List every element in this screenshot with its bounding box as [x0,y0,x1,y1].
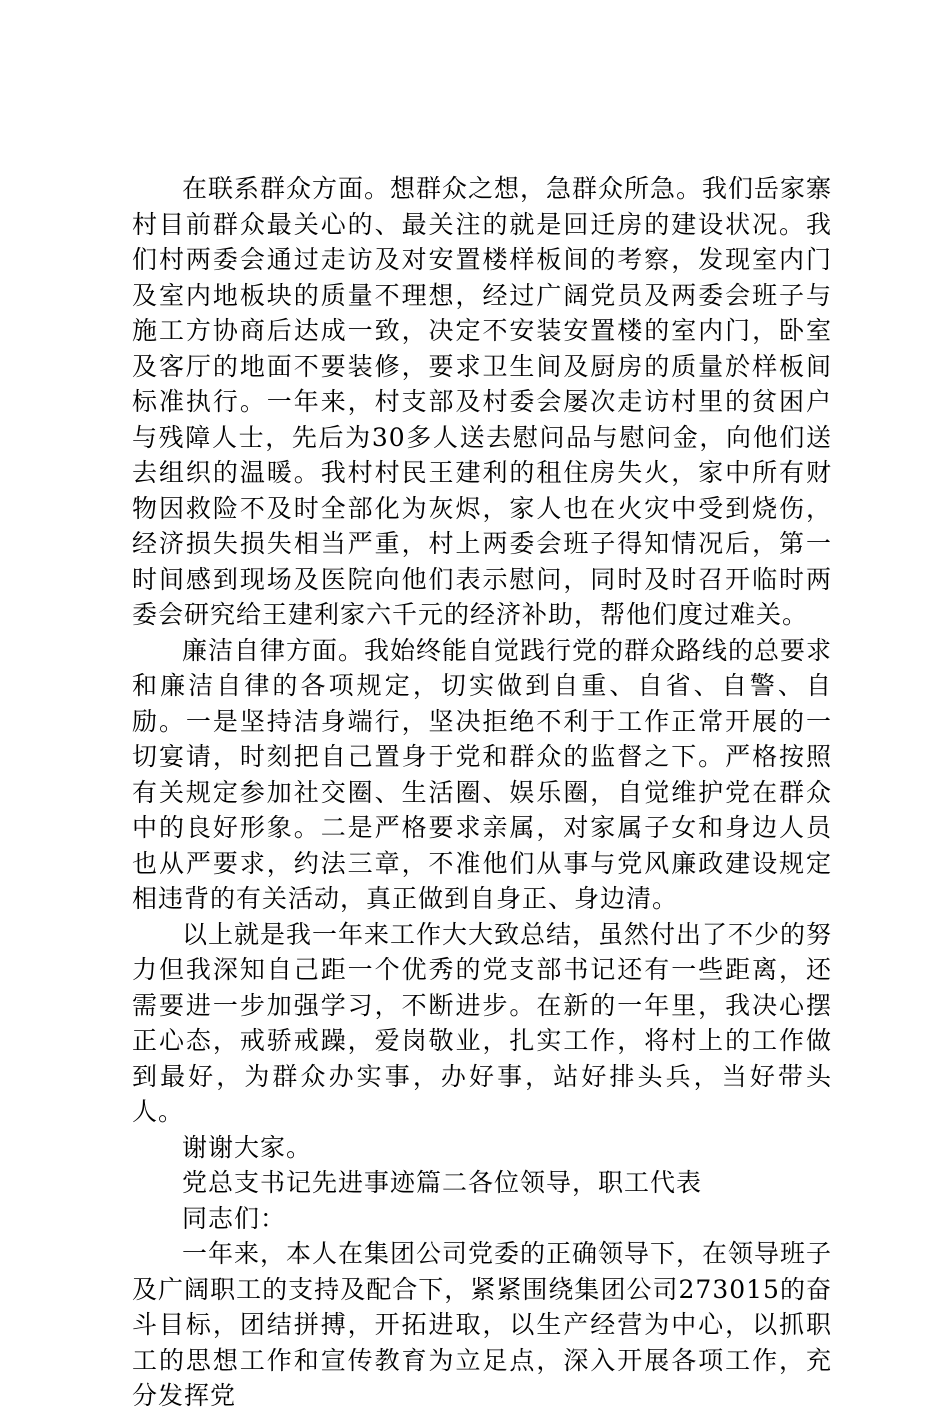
paragraph-summary: 以上就是我一年来工作大大致总结，虽然付出了不少的努力但我深知自己距一个优秀的党支部书记还有一些距离，还需要进一步加强学习，不断进步。在新的一年里，我决心摆正心态，戒骄戒躁，爱岗敬业，扎实工作，将村上的工作做到最好，为群众办实事，办好事，站好排头兵，当好带头人。 [132,919,833,1126]
paragraph-salutation: 同志们： [182,1203,287,1233]
paragraph-section-title: 党总支书记先进事迹篇二各位领导，职工代表 [182,1168,703,1197]
paragraph-year-review: 一年来，本人在集团公司党委的正确领导下，在领导班子及广阔职工的支持及配合下，紧紧围绕集团公司273015的奋斗目标，团结拼搏，开拓进取，以生产经营为中心，以抓职工的思想工作和宣传教育为立足点，深入开展各项工作，充分发挥党 [132,1239,833,1410]
document-body [132,171,832,1414]
paragraph-integrity-self-discipline: 廉洁自律方面。我始终能自觉践行党的群众路线的总要求和廉洁自律的各项规定，切实做到自重、自省、自警、自励。一是坚持洁身端行，坚决拒绝不利于工作正常开展的一切宴请，时刻把自己置身于党和群众的监督之下。严格按照有关规定参加社交圈、生活圈、娱乐圈，自觉维护党在群众中的良好形象。二是严格要求亲属，对家属子女和身边人员也从严要求，约法三章，不准他们从事与党风廉政建设规定相违背的有关活动，真正做到自身正、身边清。 [132,635,833,913]
paragraph-thanks: 谢谢大家。 [182,1132,313,1162]
paragraph-contact-masses: 在联系群众方面。想群众之想，急群众所急。我们岳家寨村目前群众最关心的、最关注的就是回迁房的建设状况。我们村两委会通过走访及对安置楼样板间的考察，发现室内门及室内地板块的质量不理想，经过广阔党员及两委会班子与施工方协商后达成一致，决定不安装安置楼的室内门，卧室及客厅的地面不要装修，要求卫生间及厨房的质量於样板间标准执行。一年来，村支部及村委会屡次走访村里的贫困户与残障人士，先后为30多人送去慰问品与慰问金，向他们送去组织的温暖。我村村民王建利的租住房失火，家中所有财物因救险不及时全部化为灰烬，家人也在火灾中受到烧伤，经济损失损失相当严重，村上两委会班子得知情况后，第一时间感到现场及医院向他们表示慰问，同时及时召开临时两委会研究给王建利家六千元的经济补助，帮他们度过难关。 [132,174,833,629]
